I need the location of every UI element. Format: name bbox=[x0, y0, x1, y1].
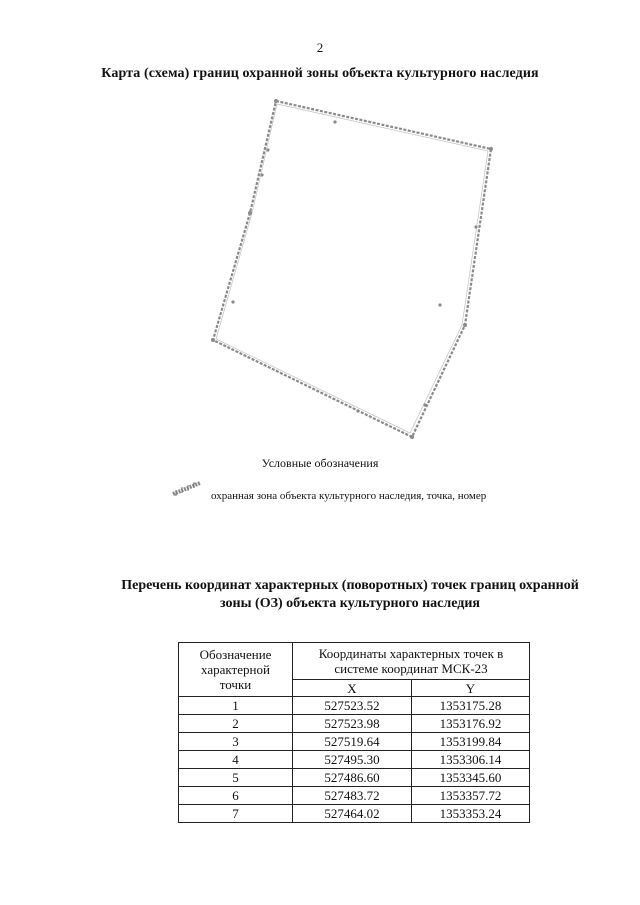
header-x: X bbox=[293, 680, 412, 697]
map-title: Карта (схема) границ охранной зоны объекта культурного наследия bbox=[101, 66, 539, 81]
legend-title: Условные обозначения bbox=[261, 456, 379, 470]
point-number: 1 bbox=[179, 697, 293, 715]
point-y: 1353345.60 bbox=[412, 769, 530, 787]
protection-zone-boundary bbox=[213, 101, 491, 437]
point-y: 1353175.28 bbox=[412, 697, 530, 715]
point-x: 527464.02 bbox=[293, 805, 412, 823]
point-number: 6 bbox=[179, 787, 293, 805]
point-x: 527523.98 bbox=[293, 715, 412, 733]
table-row bbox=[179, 751, 530, 769]
point-number: 4 bbox=[179, 751, 293, 769]
table-row bbox=[179, 769, 530, 787]
header-y: Y bbox=[412, 680, 530, 697]
point-x: 527519.64 bbox=[293, 733, 412, 751]
header-coordinates: Координаты характерных точек в системе координат МСК-23 bbox=[293, 643, 530, 680]
point-y: 1353357.72 bbox=[412, 787, 530, 805]
point-number: 7 bbox=[179, 805, 293, 823]
boundary-vertices bbox=[211, 99, 493, 439]
coords-heading-line2: зоны (ОЗ) объекта культурного наследия bbox=[220, 596, 480, 611]
point-number: 5 bbox=[179, 769, 293, 787]
point-x: 527483.72 bbox=[293, 787, 412, 805]
legend-item-label: охранная зона объекта культурного наследия, точка, номер bbox=[211, 490, 487, 502]
point-x: 527486.60 bbox=[293, 769, 412, 787]
hatched-boundary-line-icon bbox=[170, 478, 204, 498]
table-row bbox=[179, 733, 530, 751]
point-x: 527523.52 bbox=[293, 697, 412, 715]
protection-zone-boundary-inner bbox=[216, 104, 488, 433]
coords-heading-line1: Перечень координат характерных (поворотных) точек границ охранной bbox=[121, 578, 579, 593]
table-row bbox=[179, 805, 530, 823]
point-number: 3 bbox=[179, 733, 293, 751]
point-y: 1353176.92 bbox=[412, 715, 530, 733]
page-number: 2 bbox=[316, 40, 324, 55]
table-row bbox=[179, 697, 530, 715]
point-number: 2 bbox=[179, 715, 293, 733]
coords-heading bbox=[60, 577, 640, 613]
point-y: 1353353.24 bbox=[412, 805, 530, 823]
point-x: 527495.30 bbox=[293, 751, 412, 769]
point-y: 1353199.84 bbox=[412, 733, 530, 751]
point-y: 1353306.14 bbox=[412, 751, 530, 769]
coords-table bbox=[178, 642, 530, 823]
header-point-name: Обозначение характерной точки bbox=[179, 643, 293, 697]
table-row bbox=[179, 715, 530, 733]
table-row bbox=[179, 787, 530, 805]
